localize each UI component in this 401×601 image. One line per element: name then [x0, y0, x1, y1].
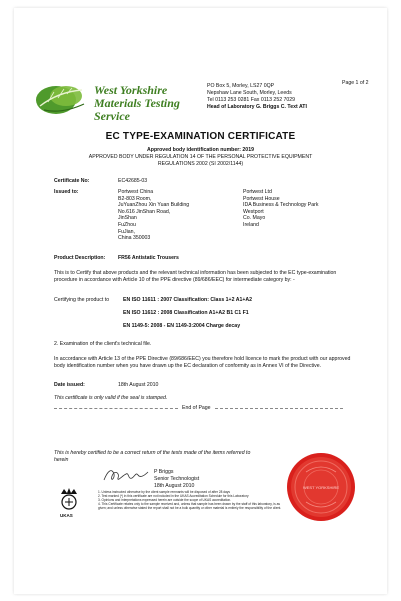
- certificate-title: EC TYPE-EXAMINATION CERTIFICATE: [105, 131, 296, 142]
- certificate-no-value: EC42685-03: [118, 178, 148, 184]
- standard-line: EN ISO 11612 : 2008 Classification A1+A2 B1 C1 F1: [123, 310, 249, 316]
- footnote: 2. Test marked (*) in this certificate are not included in the UKAS Accreditation Schedule for this Laboratory: [98, 494, 249, 498]
- date-issued-label: Date issued:: [54, 382, 85, 388]
- address-line: FuJian,: [118, 228, 136, 235]
- address-line: PO Box 5, Morley, LS27 0QP: [207, 83, 275, 89]
- divider: [215, 408, 343, 409]
- head-of-laboratory: Head of Laboratory G. Briggs C. Text ATI: [207, 104, 307, 110]
- address-line: Portwest Ltd: [243, 189, 272, 195]
- address-line: Portwest House: [243, 195, 280, 202]
- issued-address-china: [118, 189, 189, 242]
- logo-line-3: Service: [94, 109, 130, 123]
- logo-line-2: Materials Testing: [94, 96, 180, 110]
- signature-icon: [102, 466, 150, 486]
- address-line: Ireland: [243, 221, 259, 228]
- ukas-label: UKAS: [60, 513, 73, 518]
- standard-line: EN 1149-5: 2008 - EN 1149-3:2004 Charge decay: [123, 323, 241, 329]
- signatory-title: Senior Technologist: [154, 476, 200, 482]
- issued-to-label: Issued to:: [54, 189, 79, 195]
- address-line: B2-803 Room,: [118, 195, 152, 202]
- approved-body-number: Approved body identification number: 2019: [147, 147, 254, 153]
- address-line: Portwest China: [118, 189, 154, 195]
- address-line: JinShan: [118, 215, 137, 222]
- signatory-name: P Briggs: [154, 469, 174, 475]
- product-description-label: Product Description:: [54, 255, 106, 261]
- accordance-paragraph: In accordance with Article 13 of the PPE Directive (89/686/EEC) you therefore hold licence to mark the product with our approved body identification number when you have drawn up the EC declaration of conformity as in Annex VI of the Directive.: [54, 356, 351, 369]
- standard-line: EN ISO 11611 : 2007 Classification: Class 1+2 A1+A2: [123, 297, 252, 303]
- approved-body-text: REGULATIONS 2002 (SI 2002/1144): [157, 161, 244, 167]
- logo-line-1: West Yorkshire: [94, 83, 168, 97]
- address-line: Tel 0113 253 0281 Fax 0113 252 7029: [207, 97, 296, 103]
- address-line: JuYuanZhou Xin Yuan Building: [118, 202, 190, 209]
- seal-text: WEST YORKSHIRE: [302, 485, 340, 490]
- address-line: No.616 JinShan Road,: [118, 208, 171, 215]
- hereby-certified-text: This is hereby certified to be a correct return of the tests made of the items referred to herein: [54, 450, 251, 463]
- address-line: IDA Business & Technology Park: [243, 202, 319, 209]
- ukas-crown-icon: [58, 488, 80, 514]
- address-line: Nepshaw Lane South, Morley, Leeds: [207, 90, 292, 96]
- page-number: Page 1 of 2: [342, 80, 369, 86]
- footnote: 4. This Certificate relates only to the sample received and, unless that sample has been drawn by the staff of this laboratory, is as given; and unless otherwise stated the report shall not be a bulk quantity or other material is entirely the responsibility of the client.: [98, 502, 282, 510]
- leaf-logo-icon: [34, 80, 94, 120]
- issued-address-ireland: [243, 189, 318, 229]
- footnotes: [98, 490, 284, 510]
- examination-text: 2. Examination of the client's technical file.: [54, 341, 152, 347]
- address-line: China 350003: [118, 235, 151, 242]
- approved-body-text: APPROVED BODY UNDER REGULATION 14 OF THE PERSONAL PROTECTIVE EQUIPMENT: [88, 154, 313, 160]
- certifying-label: Certifying the product to: [54, 297, 110, 303]
- divider: [54, 408, 178, 409]
- footnote: 1. Unless instructed otherwise by the client sample remnants will be disposed of after 28 days: [98, 490, 230, 494]
- address-line: FuZhou: [118, 221, 136, 228]
- product-description-value: FR56 Antistatic Trousers: [118, 255, 179, 261]
- wax-seal-icon: [286, 452, 356, 522]
- address-line: Co. Mayo: [243, 215, 266, 222]
- footnote: 3. Opinions and interpretations expressed herein are outside the scope of UKAS accreditation.: [98, 498, 232, 502]
- certificate-no-label: Certificate No:: [54, 178, 90, 184]
- certify-paragraph: This is to Certify that above products and the relevant technical information has been subjected to the EC type-examination procedure in accordance with Article 10 of the PPE directive (89/686/EEC) for intermediate category by: -: [54, 270, 337, 283]
- signatory-date: 18th August 2010: [154, 483, 195, 489]
- end-of-page: End of Page: [182, 405, 211, 411]
- certificate-page: [14, 8, 387, 594]
- validity-note: This certificate is only valid if the seal is stamped.: [54, 395, 168, 401]
- date-issued-value: 18th August 2010: [118, 382, 159, 388]
- address-line: Westport: [243, 208, 264, 215]
